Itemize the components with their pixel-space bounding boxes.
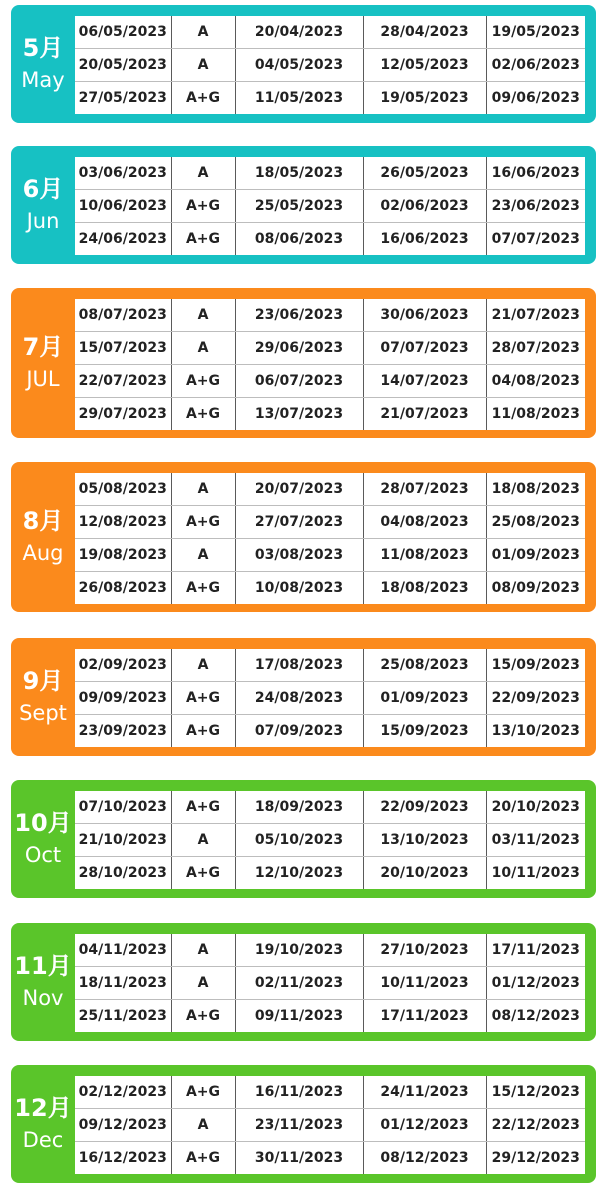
schedule-table [75, 791, 585, 889]
table-cell: 09/12/2023 [75, 1109, 171, 1142]
table-cell: 15/09/2023 [363, 715, 486, 748]
table-row [75, 82, 585, 115]
table-cell: A [171, 16, 235, 49]
table-cell: A [171, 967, 235, 1000]
table-cell: A+G [171, 1076, 235, 1109]
table-cell: 10/11/2023 [491, 865, 580, 881]
table-cell: A+G [171, 190, 235, 223]
table-row [75, 506, 585, 539]
table-cell: 24/06/2023 [75, 223, 171, 256]
table-row [75, 682, 585, 715]
table-cell: A+G [171, 572, 235, 605]
table-cell: 06/07/2023 [235, 365, 363, 398]
table-row [75, 190, 585, 223]
table-cell: 02/11/2023 [235, 967, 363, 1000]
table-cell: 18/09/2023 [235, 791, 363, 824]
month-label [11, 146, 75, 264]
table-cell: 03/11/2023 [486, 824, 585, 857]
schedule-table [75, 299, 585, 430]
table-cell: 22/09/2023 [363, 791, 486, 824]
table-cell: 11/08/2023 [363, 539, 486, 572]
table-cell: 19/08/2023 [75, 539, 171, 572]
month-name-cjk: 5月 [22, 34, 64, 62]
table-cell: 24/08/2023 [235, 682, 363, 715]
table-cell: 18/08/2023 [363, 572, 486, 605]
table-cell: 09/06/2023 [491, 90, 580, 106]
table-cell: 12/05/2023 [363, 49, 486, 82]
table-cell: 27/05/2023 [75, 82, 171, 115]
table-cell: 25/05/2023 [235, 190, 363, 223]
table-cell: A+G [171, 365, 235, 398]
table-cell: 17/08/2023 [235, 649, 363, 682]
month-name-cjk: 11月 [14, 952, 72, 980]
month-label [11, 288, 75, 438]
table-cell: 09/09/2023 [75, 682, 171, 715]
table-cell: A+G [171, 791, 235, 824]
month-label [11, 638, 75, 756]
table-cell: 28/04/2023 [363, 16, 486, 49]
table-cell: 27/10/2023 [363, 934, 486, 967]
table-cell: 20/04/2023 [235, 16, 363, 49]
table-cell: 03/06/2023 [75, 157, 171, 190]
table-cell: A [171, 824, 235, 857]
schedule-table [75, 473, 585, 604]
table-cell: 07/09/2023 [235, 715, 363, 748]
table-cell: 24/11/2023 [363, 1076, 486, 1109]
table-row [75, 715, 585, 748]
table-cell: 16/06/2023 [486, 157, 585, 190]
table-cell: 03/08/2023 [235, 539, 363, 572]
table-cell: 23/09/2023 [75, 715, 171, 748]
table-row [75, 49, 585, 82]
month-label [11, 1065, 75, 1183]
table-cell: 20/05/2023 [75, 49, 171, 82]
table-cell: 26/08/2023 [75, 572, 171, 605]
table-cell: 15/07/2023 [75, 332, 171, 365]
table-cell: 21/10/2023 [75, 824, 171, 857]
table-cell: 19/10/2023 [235, 934, 363, 967]
table-cell: A [171, 332, 235, 365]
table-cell: 09/11/2023 [235, 1000, 363, 1033]
table-cell: 11/08/2023 [491, 406, 580, 422]
table-cell: 16/06/2023 [363, 223, 486, 256]
table-cell: 02/12/2023 [75, 1076, 171, 1109]
month-label [11, 462, 75, 612]
table-cell: 07/07/2023 [363, 332, 486, 365]
table-cell: 15/09/2023 [486, 649, 585, 682]
table-cell: 22/07/2023 [75, 365, 171, 398]
month-block [11, 288, 596, 438]
table-cell: 05/08/2023 [75, 473, 171, 506]
table-cell: 29/07/2023 [75, 398, 171, 431]
table-cell: A [171, 49, 235, 82]
month-name-en: Aug [22, 541, 64, 565]
month-name-en: Nov [22, 986, 64, 1010]
table-cell: A [171, 157, 235, 190]
month-name-en: Dec [22, 1128, 64, 1152]
table-row [75, 398, 585, 431]
month-label [11, 780, 75, 898]
table-cell: A [171, 539, 235, 572]
table-cell: 19/05/2023 [363, 82, 486, 115]
table-cell: 01/09/2023 [363, 682, 486, 715]
table-cell: 21/07/2023 [486, 299, 585, 332]
schedule-table [75, 157, 585, 255]
table-cell: A+G [171, 223, 235, 256]
table-cell: 14/07/2023 [363, 365, 486, 398]
table-row [75, 791, 585, 824]
schedule-table [75, 934, 585, 1032]
table-cell: 21/07/2023 [363, 398, 486, 431]
table-cell: 28/07/2023 [486, 332, 585, 365]
table-cell: 08/09/2023 [491, 580, 580, 596]
table-cell: 25/08/2023 [363, 649, 486, 682]
table-cell: A [171, 299, 235, 332]
table-row [75, 299, 585, 332]
table-row [75, 365, 585, 398]
table-cell: A+G [171, 857, 235, 890]
table-cell: 10/06/2023 [75, 190, 171, 223]
table-cell: 13/07/2023 [235, 398, 363, 431]
table-cell: 07/07/2023 [491, 231, 580, 247]
table-cell: A+G [171, 682, 235, 715]
month-name-cjk: 9月 [22, 667, 64, 695]
table-cell: 04/08/2023 [486, 365, 585, 398]
table-cell: 15/12/2023 [486, 1076, 585, 1109]
table-cell: 28/10/2023 [75, 857, 171, 890]
table-row [75, 857, 585, 890]
table-cell: 01/09/2023 [486, 539, 585, 572]
month-block [11, 146, 596, 264]
table-cell: 16/11/2023 [235, 1076, 363, 1109]
table-cell: 02/09/2023 [75, 649, 171, 682]
table-cell: 04/11/2023 [75, 934, 171, 967]
table-cell: 07/10/2023 [75, 791, 171, 824]
month-name-en: JUL [26, 367, 60, 391]
table-cell: 23/06/2023 [486, 190, 585, 223]
table-cell: A [171, 934, 235, 967]
table-cell: 11/05/2023 [235, 82, 363, 115]
table-cell: 20/07/2023 [235, 473, 363, 506]
table-cell: 23/11/2023 [235, 1109, 363, 1142]
table-cell: 13/10/2023 [363, 824, 486, 857]
table-cell: 25/08/2023 [486, 506, 585, 539]
table-cell: 22/09/2023 [486, 682, 585, 715]
table-cell: A+G [171, 82, 235, 115]
table-row [75, 572, 585, 605]
month-block [11, 780, 596, 898]
table-cell: 06/05/2023 [75, 16, 171, 49]
table-row [75, 16, 585, 49]
table-cell: A [171, 473, 235, 506]
month-block [11, 1065, 596, 1183]
month-name-en: May [21, 68, 65, 92]
table-cell: 08/12/2023 [363, 1142, 486, 1175]
table-row [75, 967, 585, 1000]
table-cell: 23/06/2023 [235, 299, 363, 332]
table-row [75, 539, 585, 572]
table-cell: 17/11/2023 [363, 1000, 486, 1033]
month-name-cjk: 10月 [14, 809, 72, 837]
table-cell: A [171, 1109, 235, 1142]
month-block [11, 462, 596, 612]
table-row [75, 1076, 585, 1109]
table-cell: 04/05/2023 [235, 49, 363, 82]
table-cell: A [171, 649, 235, 682]
table-cell: 02/06/2023 [486, 49, 585, 82]
month-name-en: Oct [24, 843, 62, 867]
table-cell: 04/08/2023 [363, 506, 486, 539]
table-cell: 29/12/2023 [491, 1150, 580, 1166]
month-label [11, 923, 75, 1041]
table-cell: 30/11/2023 [235, 1142, 363, 1175]
table-cell: 20/10/2023 [363, 857, 486, 890]
month-block [11, 5, 596, 123]
table-cell: 13/10/2023 [491, 723, 580, 739]
table-row [75, 332, 585, 365]
table-row [75, 157, 585, 190]
table-row [75, 1109, 585, 1142]
schedule-table [75, 16, 585, 114]
table-cell: 20/10/2023 [486, 791, 585, 824]
table-cell: 16/12/2023 [75, 1142, 171, 1175]
schedule-table [75, 649, 585, 747]
table-cell: 22/12/2023 [486, 1109, 585, 1142]
month-name-cjk: 6月 [22, 175, 64, 203]
table-cell: 01/12/2023 [363, 1109, 486, 1142]
table-row [75, 649, 585, 682]
table-cell: A+G [171, 1142, 235, 1175]
table-cell: 02/06/2023 [363, 190, 486, 223]
table-cell: 29/06/2023 [235, 332, 363, 365]
table-cell: 19/05/2023 [486, 16, 585, 49]
table-cell: 25/11/2023 [75, 1000, 171, 1033]
month-name-en: Sept [19, 701, 67, 725]
table-cell: 10/08/2023 [235, 572, 363, 605]
table-cell: A+G [171, 715, 235, 748]
table-cell: 01/12/2023 [486, 967, 585, 1000]
table-cell: 08/07/2023 [75, 299, 171, 332]
table-row [75, 824, 585, 857]
table-cell: 10/11/2023 [363, 967, 486, 1000]
table-row [75, 934, 585, 967]
table-cell: 27/07/2023 [235, 506, 363, 539]
table-row [75, 1000, 585, 1033]
month-block [11, 638, 596, 756]
month-name-cjk: 8月 [22, 507, 64, 535]
table-cell: 26/05/2023 [363, 157, 486, 190]
table-cell: 18/08/2023 [486, 473, 585, 506]
table-cell: 08/12/2023 [491, 1008, 580, 1024]
table-cell: 12/08/2023 [75, 506, 171, 539]
table-cell: 05/10/2023 [235, 824, 363, 857]
table-cell: 28/07/2023 [363, 473, 486, 506]
month-name-cjk: 7月 [22, 333, 64, 361]
table-cell: 17/11/2023 [486, 934, 585, 967]
table-cell: 18/11/2023 [75, 967, 171, 1000]
table-cell: A+G [171, 1000, 235, 1033]
table-row [75, 223, 585, 256]
table-row [75, 473, 585, 506]
table-cell: A+G [171, 506, 235, 539]
month-name-en: Jun [26, 209, 60, 233]
table-row [75, 1142, 585, 1175]
month-block [11, 923, 596, 1041]
table-cell: 18/05/2023 [235, 157, 363, 190]
table-cell: 12/10/2023 [235, 857, 363, 890]
table-cell: 30/06/2023 [363, 299, 486, 332]
schedule-table [75, 1076, 585, 1174]
table-cell: A+G [171, 398, 235, 431]
month-label [11, 5, 75, 123]
table-cell: 08/06/2023 [235, 223, 363, 256]
month-name-cjk: 12月 [14, 1094, 72, 1122]
